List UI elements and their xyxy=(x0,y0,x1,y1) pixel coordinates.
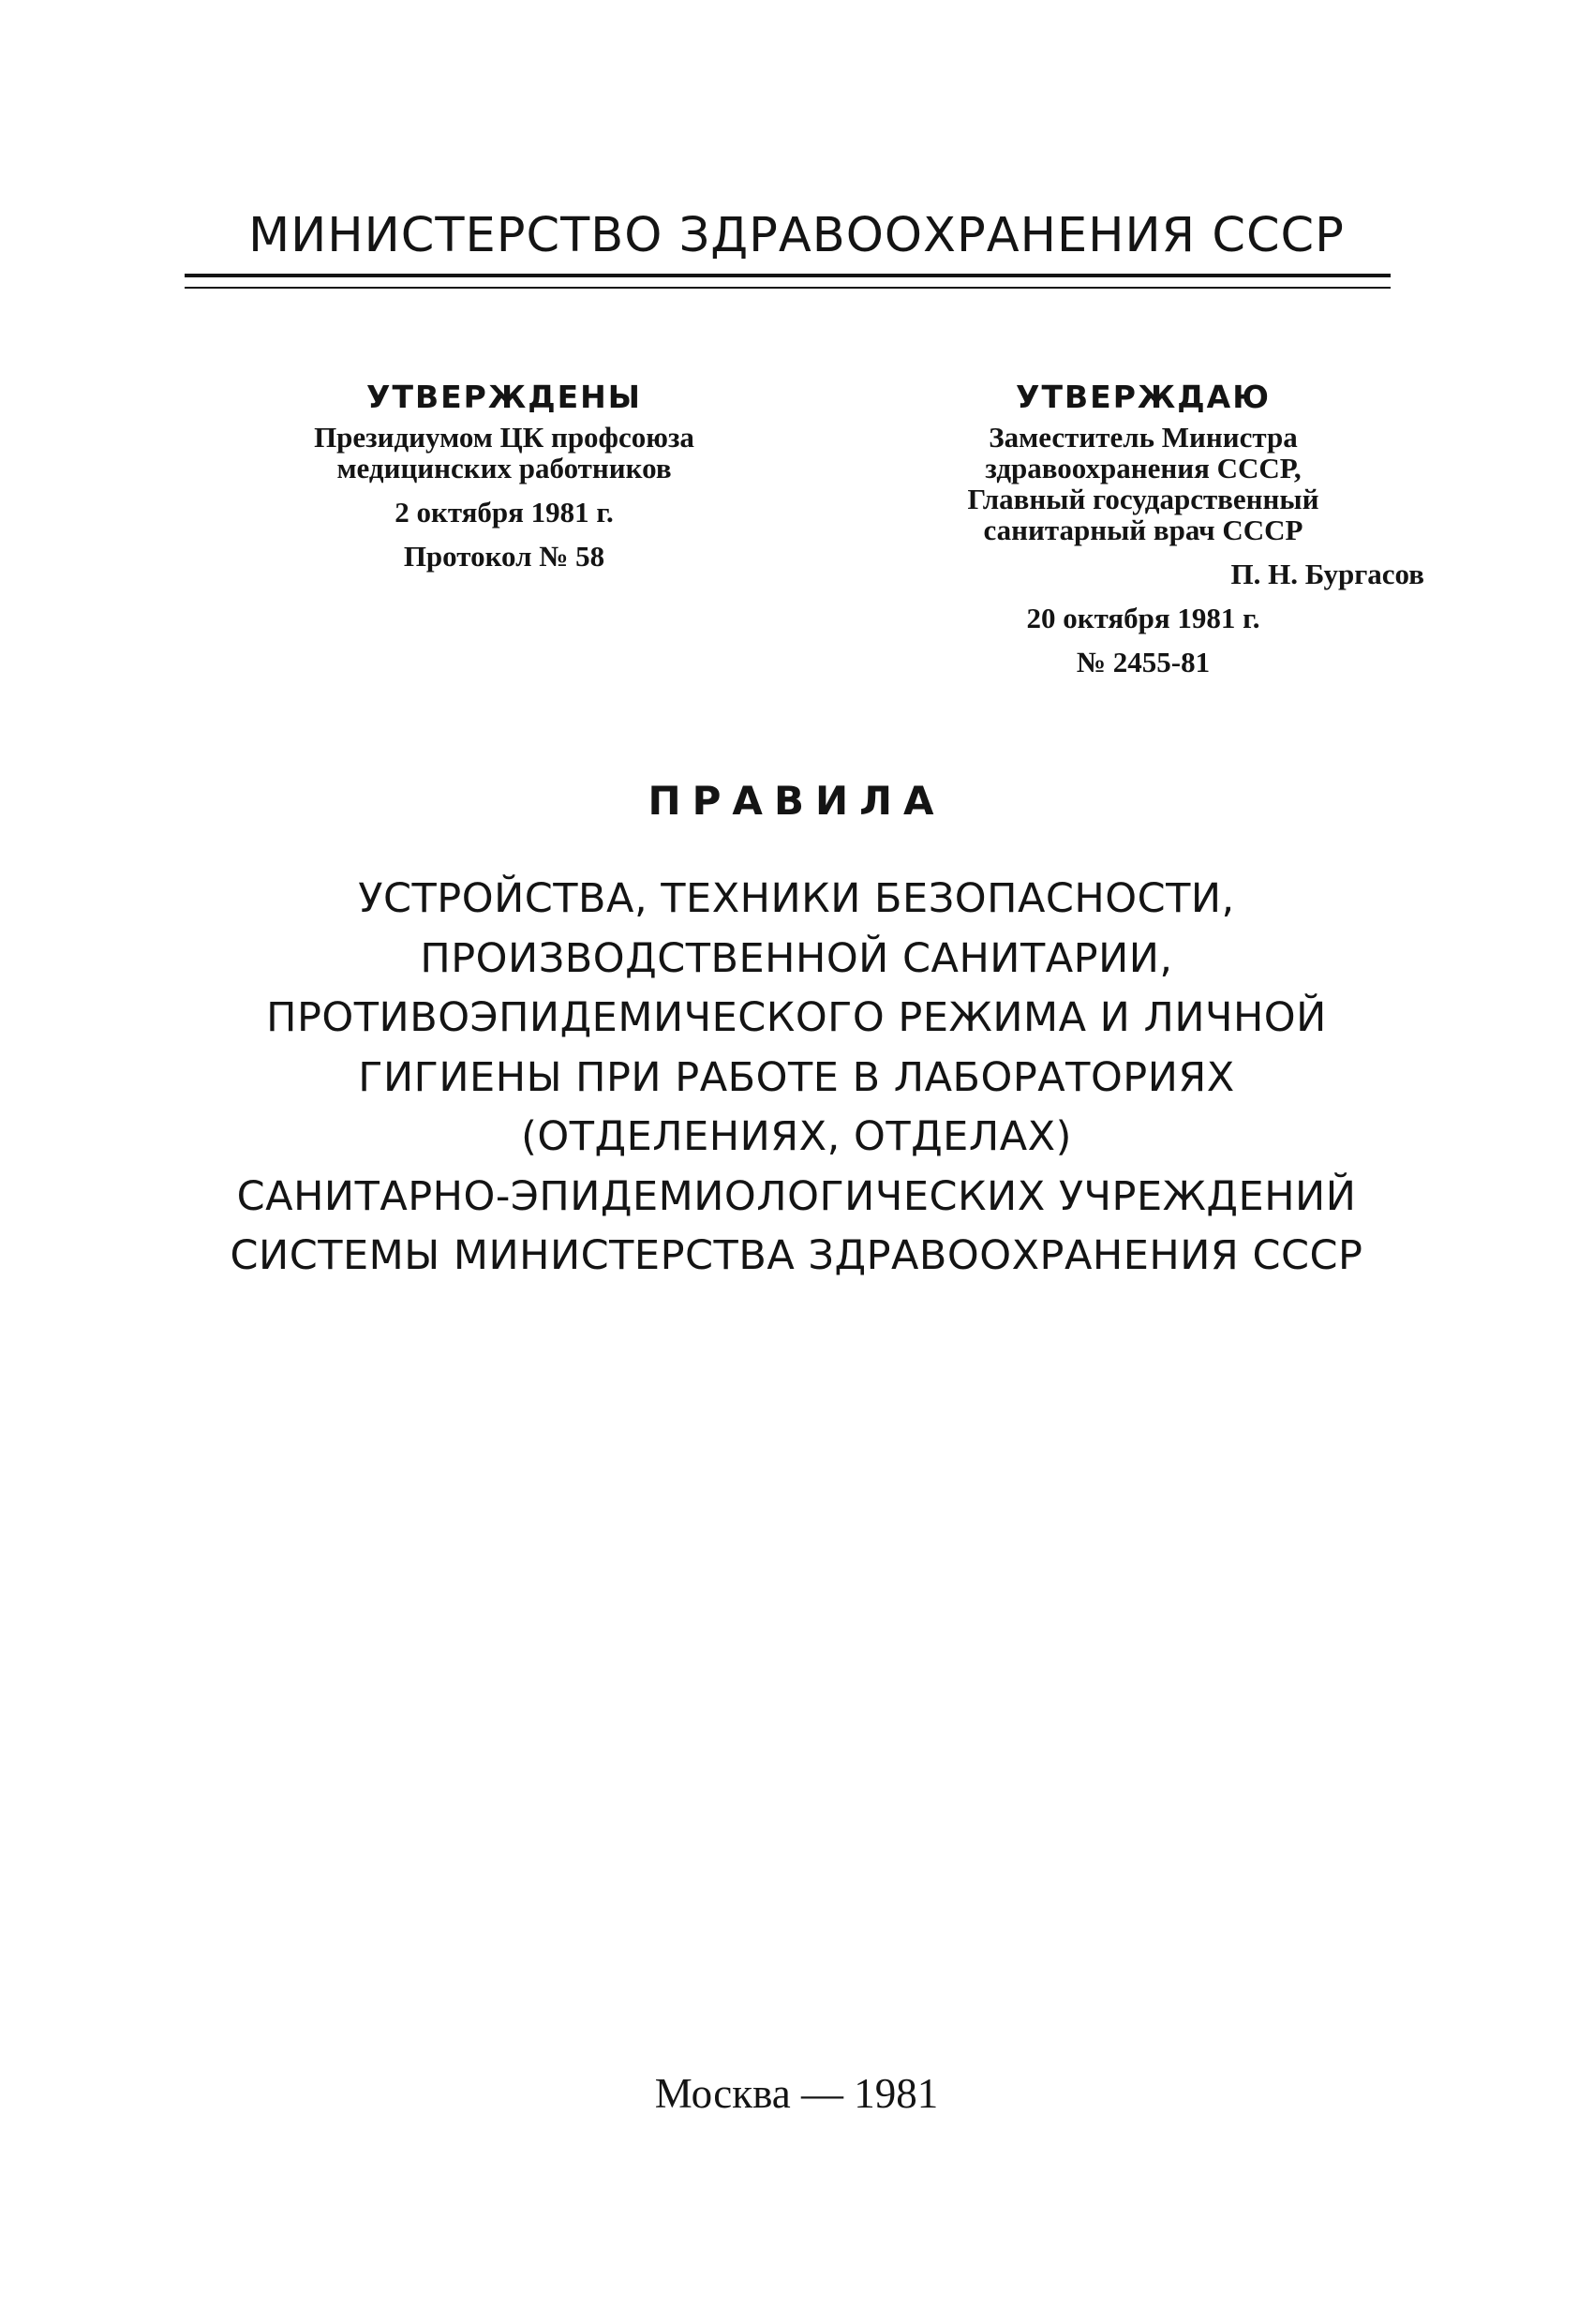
document-title: ПРАВИЛА xyxy=(648,778,945,824)
city-year-imprint: Москва — 1981 xyxy=(654,2070,939,2117)
subtitle-line: ГИГИЕНЫ ПРИ РАБОТЕ В ЛАБОРАТОРИЯХ xyxy=(358,1053,1235,1101)
approval-left-line: медицинских работников xyxy=(336,452,672,484)
approval-left-protocol: Протокол № 58 xyxy=(403,540,605,573)
document-subtitle xyxy=(141,870,1452,1287)
subtitle-line: ПРОИЗВОДСТВЕННОЙ САНИТАРИИ, xyxy=(420,934,1173,982)
approval-block-left xyxy=(242,379,767,572)
approval-right-line: санитарный врач СССР xyxy=(983,514,1303,546)
approval-right-heading: УТВЕРЖДАЮ xyxy=(1016,379,1271,415)
approval-left-line: Президиумом ЦК профсоюза xyxy=(314,421,694,454)
approval-right-date: 20 октября 1981 г. xyxy=(1026,602,1260,634)
ministry-header: МИНИСТЕРСТВО ЗДРАВООХРАНЕНИЯ СССР xyxy=(248,208,1345,263)
approval-left-date: 2 октября 1981 г. xyxy=(395,496,614,529)
approval-left-heading: УТВЕРЖДЕНЫ xyxy=(366,379,642,415)
subtitle-line: ПРОТИВОЭПИДЕМИЧЕСКОГО РЕЖИМА И ЛИЧНОЙ xyxy=(266,994,1327,1041)
approval-right-number: № 2455-81 xyxy=(1076,646,1211,678)
header-rule-thick xyxy=(185,274,1391,277)
approval-block-right xyxy=(862,379,1424,678)
header-rule-thin xyxy=(185,287,1391,289)
approval-right-line: Главный государственный xyxy=(967,483,1319,515)
subtitle-line: САНИТАРНО-ЭПИДЕМИОЛОГИЧЕСКИХ УЧРЕЖДЕНИЙ xyxy=(236,1172,1357,1220)
subtitle-line: (ОТДЕЛЕНИЯХ, ОТДЕЛАХ) xyxy=(521,1113,1072,1160)
subtitle-line: СИСТЕМЫ МИНИСТЕРСТВА ЗДРАВООХРАНЕНИЯ СССР xyxy=(230,1232,1363,1279)
approval-right-signatory: П. Н. Бургасов xyxy=(1230,558,1424,590)
approval-right-line: Заместитель Министра xyxy=(989,421,1298,454)
approval-right-line: здравоохранения СССР, xyxy=(985,452,1302,484)
subtitle-line: УСТРОЙСТВА, ТЕХНИКИ БЕЗОПАСНОСТИ, xyxy=(358,875,1235,922)
